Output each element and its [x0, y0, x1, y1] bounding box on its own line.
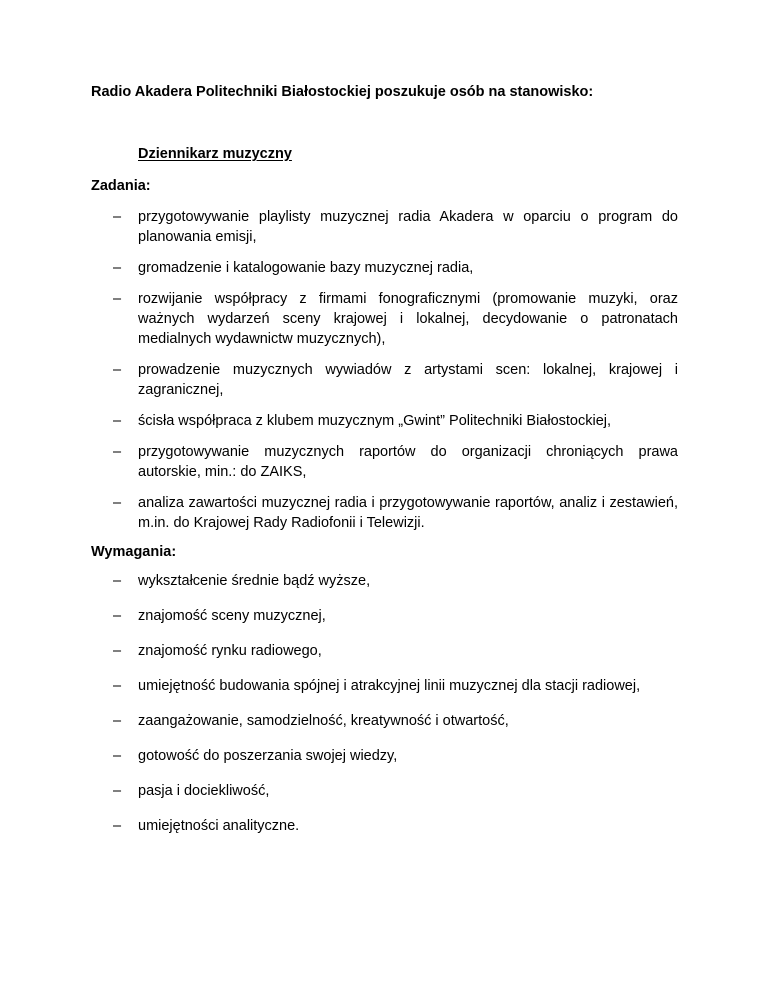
list-item [91, 207, 678, 247]
list-item-text: wykształcenie średnie bądź wyższe, [138, 573, 371, 589]
list-item [91, 442, 678, 482]
list-item-text: gotowość do poszerzania swojej wiedzy, [138, 748, 398, 764]
document-heading: Radio Akadera Politechniki Białostockiej poszukuje osób na stanowisko: [91, 84, 594, 100]
dash-bullet: – [113, 291, 122, 307]
dash-bullet: – [113, 413, 122, 429]
tasks-section [91, 176, 691, 544]
dash-bullet: – [113, 748, 122, 764]
dash-bullet: – [113, 362, 122, 378]
list-item-text: znajomość sceny muzycznej, [138, 608, 326, 624]
list-item [91, 676, 678, 696]
list-item-text: zaangażowanie, samodzielność, kreatywność i otwartość, [138, 713, 509, 729]
list-item-text: gromadzenie i katalogowanie bazy muzycznej radia, [138, 260, 474, 276]
dash-bullet: – [113, 643, 122, 659]
list-item [91, 711, 678, 731]
requirements-list [91, 571, 691, 836]
dash-bullet: – [113, 783, 122, 799]
list-item [91, 571, 678, 591]
list-item [91, 289, 678, 349]
list-item [91, 641, 678, 661]
list-item-text: ścisła współpraca z klubem muzycznym „Gwint” Politechniki Białostockiej, [138, 413, 612, 429]
list-item [91, 816, 678, 836]
list-item [91, 360, 678, 400]
dash-bullet: – [113, 209, 122, 225]
dash-bullet: – [113, 444, 122, 460]
dash-bullet: – [113, 608, 122, 624]
list-item-text: przygotowywanie muzycznych raportów do organizacji chroniących prawa autorskie, min.: do ZAIKS, [138, 444, 678, 480]
list-item-text: przygotowywanie playlisty muzycznej radia Akadera w oparciu o program do planowania emisji, [138, 209, 678, 245]
dash-bullet: – [113, 713, 122, 729]
tasks-label: Zadania: [91, 178, 151, 194]
dash-bullet: – [113, 818, 122, 834]
list-item [91, 258, 678, 278]
dash-bullet: – [113, 573, 122, 589]
list-item-text: umiejętności analityczne. [138, 818, 300, 834]
list-item-text: umiejętność budowania spójnej i atrakcyjnej linii muzycznej dla stacji radiowej, [138, 678, 641, 694]
list-item [91, 411, 678, 431]
tasks-list [91, 207, 691, 533]
requirements-section [91, 542, 691, 851]
list-item [91, 781, 678, 801]
dash-bullet: – [113, 678, 122, 694]
list-item [91, 746, 678, 766]
list-item-text: analiza zawartości muzycznej radia i przygotowywanie raportów, analiz i zestawień, m.in. do Krajowej Rady Radiofonii i Telewizji. [138, 495, 678, 531]
requirements-label: Wymagania: [91, 544, 177, 560]
list-item-text: pasja i dociekliwość, [138, 783, 270, 799]
position-title: Dziennikarz muzyczny [138, 146, 292, 162]
list-item-text: znajomość rynku radiowego, [138, 643, 322, 659]
list-item-text: prowadzenie muzycznych wywiadów z artystami scen: lokalnej, krajowej i zagranicznej, [138, 362, 678, 398]
list-item-text: rozwijanie współpracy z firmami fonograficznymi (promowanie muzyki, oraz ważnych wydarzeń sceny krajowej i lokalnej, decydowanie o patronatach medialnych wydawnictw muzycznych), [138, 291, 678, 347]
list-item [91, 493, 678, 533]
dash-bullet: – [113, 495, 122, 511]
list-item [91, 606, 678, 626]
dash-bullet: – [113, 260, 122, 276]
